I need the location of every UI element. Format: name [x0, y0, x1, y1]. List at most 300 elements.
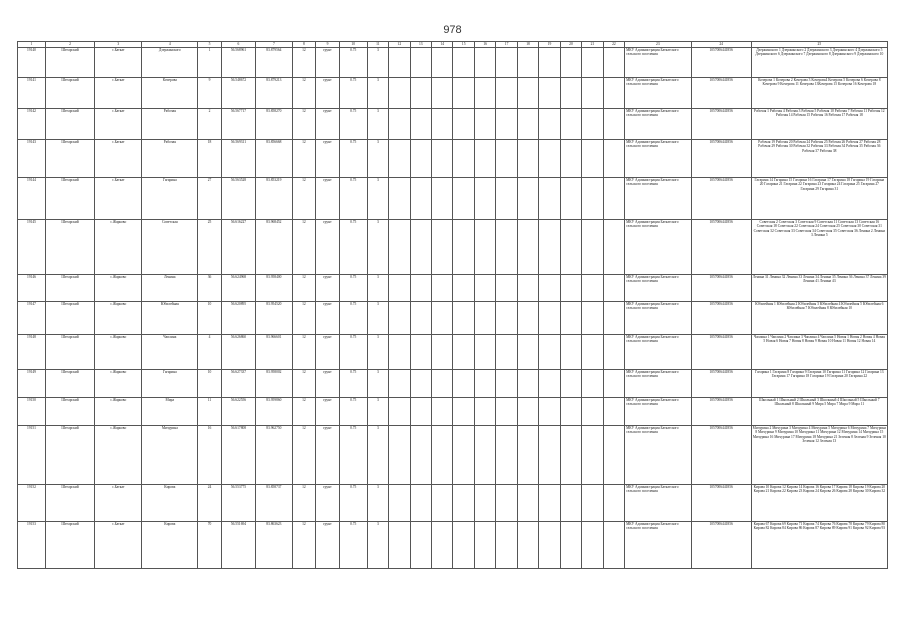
cell-id: 19150	[18, 398, 46, 426]
cell-c11: 0.75	[339, 522, 367, 569]
cell-street: Гагарина	[142, 178, 198, 220]
cell-empty	[453, 78, 474, 109]
cell-empty	[517, 109, 538, 140]
cell-lon: 83.858270	[256, 109, 292, 140]
cell-empty	[410, 275, 431, 302]
table-row	[18, 109, 888, 140]
cell-org: МКУ Администрация Баткатского сельского поселения	[625, 370, 692, 398]
cell-empty	[582, 275, 603, 302]
cell-c11: 0.75	[339, 48, 367, 78]
cell-empty	[496, 426, 517, 485]
cell-lat: 56.624968	[221, 275, 255, 302]
cell-c12: 3	[367, 398, 388, 426]
cell-org: МКУ Администрация Баткатского сельского поселения	[625, 522, 692, 569]
column-header: 19	[539, 42, 560, 48]
cell-empty	[453, 522, 474, 569]
cell-c9: 12	[292, 370, 316, 398]
cell-c12: 3	[367, 140, 388, 178]
cell-street: Мира	[142, 398, 198, 426]
cell-empty	[432, 275, 453, 302]
column-header: 4	[142, 42, 198, 48]
cell-district: Шегарский	[45, 485, 94, 522]
cell-empty	[432, 48, 453, 78]
column-header: 8	[292, 42, 316, 48]
cell-lon: 83.853219	[256, 178, 292, 220]
cell-empty	[517, 48, 538, 78]
cell-empty	[496, 275, 517, 302]
cell-c9: 12	[292, 78, 316, 109]
cell-c10: грунт	[316, 426, 340, 485]
cell-c9: 12	[292, 48, 316, 78]
cell-lat: 56.617808	[221, 426, 255, 485]
cell-empty	[474, 426, 495, 485]
cell-lon: 83.954520	[256, 302, 292, 335]
cell-house: 25	[198, 220, 222, 275]
cell-addresses: Школьный 1 Школьный 2 Школьный 3 Школьный 4 Школьный 5 Школьный 7 Школьный 8 Школьный 9 Мира 5 Мира 7 Мира 9 Мира 11	[751, 398, 887, 426]
cell-empty	[539, 485, 560, 522]
cell-house: 9	[198, 78, 222, 109]
cell-empty	[603, 302, 624, 335]
cell-c10: грунт	[316, 335, 340, 370]
cell-c11: 0.75	[339, 398, 367, 426]
cell-empty	[539, 220, 560, 275]
cell-empty	[453, 485, 474, 522]
cell-c9: 12	[292, 178, 316, 220]
cell-c11: 0.75	[339, 220, 367, 275]
cell-empty	[410, 78, 431, 109]
cell-empty	[539, 398, 560, 426]
cell-locality: с.Баткат	[95, 78, 142, 109]
cell-house: 10	[198, 302, 222, 335]
cell-addresses: Кирова 67 Кирова 69 Кирова 71 Кирова 74 Кирова 76 Кирова 78 Кирова 79 Кирова 80 Кирова 82 Кирова 84 Кирова 86 Кирова 87 Кирова 89 Кирова 91 Кирова 92 Кирова 93	[751, 522, 887, 569]
cell-empty	[603, 335, 624, 370]
cell-empty	[560, 220, 581, 275]
table-row	[18, 220, 888, 275]
table-row	[18, 78, 888, 109]
cell-empty	[603, 370, 624, 398]
cell-org: МКУ Администрация Баткатского сельского поселения	[625, 109, 692, 140]
cell-addresses: Чаплина 1 Чаплина 2 Чаплина 3 Чаплина 4 Чаплина 5 Новая 1 Новая 2 Новая 4 Новая 5 Новая 6 Новая 7 Новая 8 Новая 9 Новая 10 Новая 11 Новая 12 Новая 14	[751, 335, 887, 370]
table-row	[18, 426, 888, 485]
cell-org: МКУ Администрация Баткатского сельского поселения	[625, 275, 692, 302]
cell-empty	[517, 178, 538, 220]
cell-empty	[389, 178, 410, 220]
cell-c12: 3	[367, 275, 388, 302]
table-row	[18, 335, 888, 370]
cell-c11: 0.75	[339, 302, 367, 335]
cell-c12: 3	[367, 178, 388, 220]
cell-street: Рабочая	[142, 140, 198, 178]
cell-empty	[496, 48, 517, 78]
cell-empty	[603, 78, 624, 109]
cell-addresses: Гагарина 14 Гагарина 15 Гагарина 16 Гагарина 17 Гагарина 18 Гагарина 19 Гагарина 20 Гагарина 21 Гагарина 22 Гагарина 23 Гагарина 24 Гагарина 25 Гагарина 27 Гагарина 29 Гагарина 31	[751, 178, 887, 220]
cell-street: Кирова	[142, 522, 198, 569]
cell-org: МКУ Администрация Баткатского сельского поселения	[625, 426, 692, 485]
cell-org: МКУ Администрация Баткатского сельского поселения	[625, 335, 692, 370]
cell-c10: грунт	[316, 140, 340, 178]
cell-id: 19141	[18, 78, 46, 109]
cell-empty	[453, 370, 474, 398]
cell-ogrn: 1057006441856	[691, 48, 751, 78]
cell-empty	[496, 485, 517, 522]
cell-addresses: Дзержинского 1 Дзержинского 2 Дзержинского 3 Дзержинского 4 Дзержинского 5 Дзержинского 6 Дзержинского 7 Дзержинского 8 Дзержинского 9 Дзержинского 10	[751, 48, 887, 78]
cell-c12: 3	[367, 109, 388, 140]
cell-empty	[517, 220, 538, 275]
cell-empty	[389, 398, 410, 426]
cell-empty	[603, 426, 624, 485]
cell-empty	[539, 426, 560, 485]
cell-c10: грунт	[316, 485, 340, 522]
cell-c10: грунт	[316, 48, 340, 78]
cell-lon: 83.962750	[256, 426, 292, 485]
column-header: 7	[256, 42, 292, 48]
cell-empty	[410, 398, 431, 426]
cell-c12: 3	[367, 522, 388, 569]
cell-empty	[474, 485, 495, 522]
column-header: 21	[582, 42, 603, 48]
cell-c10: грунт	[316, 178, 340, 220]
cell-empty	[474, 178, 495, 220]
cell-c11: 0.75	[339, 275, 367, 302]
cell-c12: 3	[367, 302, 388, 335]
cell-house: 10	[198, 370, 222, 398]
cell-empty	[539, 370, 560, 398]
table-row	[18, 370, 888, 398]
cell-org: МКУ Администрация Баткатского сельского поселения	[625, 398, 692, 426]
cell-empty	[432, 398, 453, 426]
cell-empty	[453, 335, 474, 370]
table-row	[18, 522, 888, 569]
cell-district: Шегарский	[45, 48, 94, 78]
cell-empty	[453, 48, 474, 78]
cell-lon: 83.966601	[256, 335, 292, 370]
cell-empty	[496, 220, 517, 275]
cell-c11: 0.75	[339, 370, 367, 398]
cell-c12: 3	[367, 220, 388, 275]
cell-locality: с.Жарково	[95, 370, 142, 398]
cell-c9: 12	[292, 109, 316, 140]
cell-empty	[560, 78, 581, 109]
cell-ogrn: 1057006441856	[691, 220, 751, 275]
cell-org: МКУ Администрация Баткатского сельского поселения	[625, 178, 692, 220]
cell-empty	[560, 426, 581, 485]
cell-empty	[474, 78, 495, 109]
cell-empty	[539, 78, 560, 109]
cell-empty	[517, 140, 538, 178]
cell-empty	[389, 302, 410, 335]
cell-district: Шегарский	[45, 426, 94, 485]
cell-house: 18	[198, 140, 222, 178]
cell-locality: с.Жарково	[95, 275, 142, 302]
cell-empty	[474, 109, 495, 140]
cell-empty	[603, 140, 624, 178]
cell-empty	[539, 335, 560, 370]
cell-empty	[582, 485, 603, 522]
cell-c11: 0.75	[339, 178, 367, 220]
cell-locality: с.Баткат	[95, 485, 142, 522]
cell-empty	[432, 522, 453, 569]
cell-empty	[453, 426, 474, 485]
table-body	[18, 48, 888, 569]
cell-empty	[474, 398, 495, 426]
cell-ogrn: 1057006441856	[691, 370, 751, 398]
cell-empty	[432, 178, 453, 220]
cell-empty	[582, 370, 603, 398]
cell-empty	[453, 398, 474, 426]
cell-house: 4	[198, 335, 222, 370]
cell-c11: 0.75	[339, 426, 367, 485]
cell-lat: 56.568961	[221, 48, 255, 78]
cell-addresses: Ленина 31 Ленина 32 Ленина 33 Ленина 34 Ленина 35 Ленина 36 Ленина 37 Ленина 39 Ленина 41 Ленина 43	[751, 275, 887, 302]
cell-c9: 12	[292, 485, 316, 522]
cell-c9: 12	[292, 302, 316, 335]
cell-id: 19148	[18, 335, 46, 370]
cell-id: 19147	[18, 302, 46, 335]
cell-empty	[517, 335, 538, 370]
cell-district: Шегарский	[45, 275, 94, 302]
column-header: 1	[18, 42, 46, 48]
cell-lat: 56.563528	[221, 178, 255, 220]
cell-empty	[582, 78, 603, 109]
cell-empty	[410, 485, 431, 522]
cell-empty	[582, 220, 603, 275]
cell-empty	[496, 522, 517, 569]
cell-empty	[496, 398, 517, 426]
cell-empty	[432, 78, 453, 109]
cell-empty	[560, 398, 581, 426]
cell-c12: 3	[367, 78, 388, 109]
cell-empty	[474, 275, 495, 302]
cell-street: Мичурина	[142, 426, 198, 485]
cell-district: Шегарский	[45, 78, 94, 109]
cell-empty	[560, 275, 581, 302]
cell-empty	[603, 522, 624, 569]
cell-id: 19149	[18, 370, 46, 398]
cell-empty	[432, 140, 453, 178]
cell-house: 16	[198, 426, 222, 485]
cell-c10: грунт	[316, 78, 340, 109]
cell-lat: 56.567717	[221, 109, 255, 140]
cell-id: 19146	[18, 275, 46, 302]
cell-empty	[410, 522, 431, 569]
table-row	[18, 302, 888, 335]
cell-house: 1	[198, 48, 222, 78]
cell-empty	[410, 109, 431, 140]
cell-empty	[410, 178, 431, 220]
cell-c10: грунт	[316, 370, 340, 398]
cell-id: 19145	[18, 220, 46, 275]
column-header: 14	[432, 42, 453, 48]
cell-c12: 3	[367, 485, 388, 522]
cell-empty	[560, 109, 581, 140]
cell-empty	[560, 485, 581, 522]
cell-c9: 12	[292, 275, 316, 302]
cell-empty	[389, 78, 410, 109]
cell-district: Шегарский	[45, 302, 94, 335]
cell-street: Кочерова	[142, 78, 198, 109]
cell-empty	[582, 48, 603, 78]
cell-empty	[582, 109, 603, 140]
cell-district: Шегарский	[45, 370, 94, 398]
cell-addresses: Рабочая 1 Рабочая 4 Рабочая 3 Рабочая 5 Рабочая 10 Рабочая 7 Рабочая 11 Рабочая 12 Рабочая 14 Рабочая 15 Рабочая 16 Рабочая 17 Рабочая 18	[751, 109, 887, 140]
cell-empty	[539, 302, 560, 335]
cell-empty	[582, 398, 603, 426]
cell-empty	[453, 178, 474, 220]
cell-empty	[517, 78, 538, 109]
cell-empty	[410, 140, 431, 178]
cell-c12: 3	[367, 335, 388, 370]
cell-lat: 56.627337	[221, 370, 255, 398]
cell-ogrn: 1057006441856	[691, 302, 751, 335]
cell-id: 19143	[18, 140, 46, 178]
cell-empty	[517, 302, 538, 335]
cell-ogrn: 1057006441856	[691, 485, 751, 522]
cell-lon: 83.958002	[256, 370, 292, 398]
cell-empty	[496, 109, 517, 140]
cell-c10: грунт	[316, 109, 340, 140]
cell-empty	[432, 302, 453, 335]
cell-empty	[496, 78, 517, 109]
cell-empty	[432, 109, 453, 140]
cell-empty	[432, 370, 453, 398]
cell-empty	[432, 220, 453, 275]
cell-org: МКУ Администрация Баткатского сельского поселения	[625, 485, 692, 522]
cell-lat: 56.620895	[221, 302, 255, 335]
cell-empty	[539, 109, 560, 140]
cell-empty	[389, 140, 410, 178]
cell-district: Шегарский	[45, 398, 94, 426]
cell-c10: грунт	[316, 220, 340, 275]
cell-org: МКУ Администрация Баткатского сельского поселения	[625, 220, 692, 275]
column-header: 6	[221, 42, 255, 48]
cell-empty	[474, 220, 495, 275]
cell-ogrn: 1057006441856	[691, 140, 751, 178]
cell-empty	[389, 522, 410, 569]
cell-empty	[453, 302, 474, 335]
table-row	[18, 275, 888, 302]
cell-locality: с.Баткат	[95, 522, 142, 569]
column-header: 9	[316, 42, 340, 48]
cell-district: Шегарский	[45, 109, 94, 140]
cell-c9: 12	[292, 426, 316, 485]
cell-street: Рабочая	[142, 109, 198, 140]
cell-addresses: Рабочая 19 Рабочая 20 Рабочая 24 Рабочая 25 Рабочая 26 Рабочая 27 Рабочая 28 Рабочая 29 Рабочая 30 Рабочая 32 Рабочая 33 Рабочая 34 Рабочая 35 Рабочая 36 Рабочая 37 Рабочая 38	[751, 140, 887, 178]
column-header: 3	[95, 42, 142, 48]
cell-id: 19144	[18, 178, 46, 220]
cell-empty	[432, 485, 453, 522]
table-row	[18, 398, 888, 426]
cell-empty	[432, 426, 453, 485]
cell-empty	[603, 275, 624, 302]
cell-c11: 0.75	[339, 485, 367, 522]
cell-ogrn: 1057006441856	[691, 398, 751, 426]
cell-c9: 12	[292, 522, 316, 569]
cell-empty	[389, 48, 410, 78]
cell-empty	[410, 48, 431, 78]
cell-locality: с.Жарково	[95, 302, 142, 335]
cell-empty	[560, 140, 581, 178]
cell-empty	[474, 335, 495, 370]
cell-locality: с.Жарково	[95, 398, 142, 426]
cell-empty	[410, 370, 431, 398]
cell-locality: с.Баткат	[95, 48, 142, 78]
cell-empty	[496, 370, 517, 398]
cell-empty	[603, 48, 624, 78]
column-header: 16	[474, 42, 495, 48]
cell-ogrn: 1057006441856	[691, 109, 751, 140]
cell-addresses: Советская 2 Советская 3 Советская 9 Советская 11 Советская 13 Советская 16 Советская 18 Советская 22 Советская 24 Советская 25 Советская 30 Советская 31 Советская 32 Советская 33 Советская 34 Советская 35 Советская 36 Ленина 2 Ленина 3 Ленина 5	[751, 220, 887, 275]
cell-lon: 83.879213	[256, 78, 292, 109]
cell-c10: грунт	[316, 398, 340, 426]
cell-house: 2	[198, 109, 222, 140]
cell-empty	[474, 48, 495, 78]
cell-lon: 83.856668	[256, 140, 292, 178]
page-number: 978	[443, 24, 462, 36]
table-row	[18, 140, 888, 178]
cell-empty	[389, 485, 410, 522]
cell-empty	[496, 140, 517, 178]
cell-org: МКУ Администрация Баткатского сельского поселения	[625, 302, 692, 335]
cell-empty	[432, 335, 453, 370]
cell-house: 27	[198, 178, 222, 220]
cell-empty	[389, 220, 410, 275]
cell-id: 19140	[18, 48, 46, 78]
cell-empty	[560, 370, 581, 398]
column-header: 5	[198, 42, 222, 48]
cell-empty	[474, 522, 495, 569]
registry-table	[17, 41, 888, 569]
cell-street: Юбилейная	[142, 302, 198, 335]
cell-lon: 83.959860	[256, 398, 292, 426]
column-header: 10	[339, 42, 367, 48]
cell-c9: 12	[292, 398, 316, 426]
cell-org: МКУ Администрация Баткатского сельского поселения	[625, 78, 692, 109]
cell-lat: 56.548672	[221, 78, 255, 109]
cell-street: Ленина	[142, 275, 198, 302]
cell-street: Кирова	[142, 485, 198, 522]
cell-empty	[539, 178, 560, 220]
table-row	[18, 48, 888, 78]
column-header: 2	[45, 42, 94, 48]
cell-empty	[582, 178, 603, 220]
cell-district: Шегарский	[45, 178, 94, 220]
cell-id: 19152	[18, 485, 46, 522]
column-header: 24	[691, 42, 751, 48]
cell-empty	[389, 275, 410, 302]
cell-empty	[474, 302, 495, 335]
cell-ogrn: 1057006441856	[691, 522, 751, 569]
cell-empty	[517, 370, 538, 398]
cell-ogrn: 1057006441856	[691, 275, 751, 302]
cell-c12: 3	[367, 48, 388, 78]
column-header: 17	[496, 42, 517, 48]
cell-c11: 0.75	[339, 109, 367, 140]
cell-street: Дзержинского	[142, 48, 198, 78]
cell-empty	[389, 109, 410, 140]
cell-empty	[453, 220, 474, 275]
cell-addresses: Кирова 10 Кирова 12 Кирова 14 Кирова 16 Кирова 17 Кирова 18 Кирова 19 Кирова 20 Кирова 21 Кирова 22 Кирова 23 Кирова 24 Кирова 26 Кирова 28 Кирова 30 Кирова 32	[751, 485, 887, 522]
cell-house: 24	[198, 485, 222, 522]
cell-empty	[603, 398, 624, 426]
cell-addresses: Гагарина 1 Гагарина 8 Гагарина 9 Гагарина 10 Гагарина 11 Гагарина 12 Гагарина 13 Гагарина 17 Гагарина 18 Гагарина 19 Гагарина 20 Гагарина 22	[751, 370, 887, 398]
cell-org: МКУ Администрация Баткатского сельского поселения	[625, 140, 692, 178]
cell-c9: 12	[292, 140, 316, 178]
table-row	[18, 178, 888, 220]
cell-ogrn: 1057006441856	[691, 178, 751, 220]
cell-c12: 3	[367, 426, 388, 485]
cell-empty	[410, 302, 431, 335]
cell-empty	[496, 302, 517, 335]
